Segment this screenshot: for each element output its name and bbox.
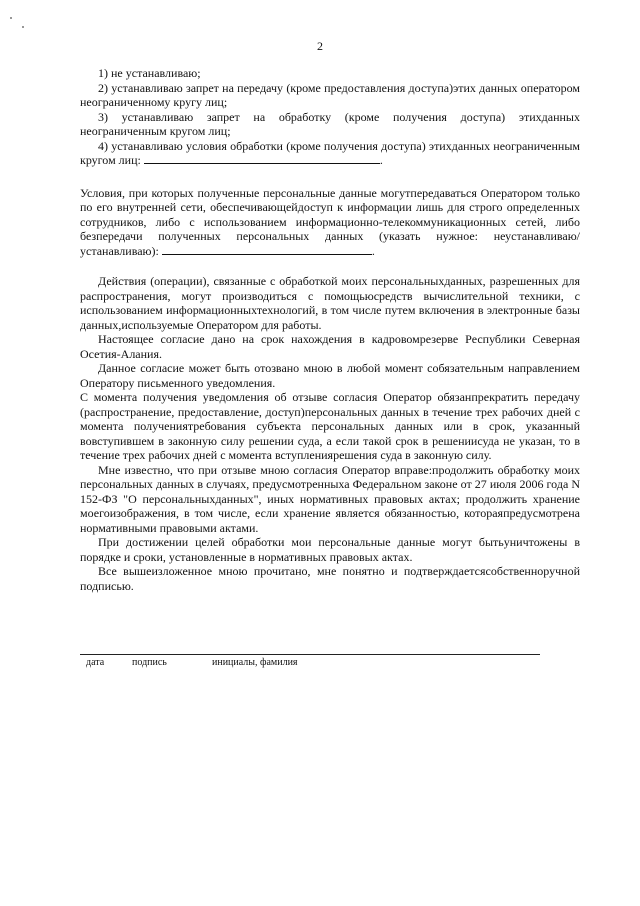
paragraph-operator-rights: Мне известно, что при отзыве мною согласия Оператор вправе:продолжить обработку моих персональных данных в случаях, предусмотренныха Федеральном законе от 27 июля 2006 года N 152-ФЗ "О персональныхданных", иных нормативных правовых актах; продолжить хранение моегоизображения, в том числе, если хранение является обязанностью, котораяпредусмотрена нормативными правовыми актами. (80, 462, 580, 535)
label-signature: подпись (132, 657, 167, 668)
fill-in-line (162, 244, 372, 255)
paragraph-term: Настоящее согласие дано на срок нахождения в кадровомрезерве Республики Северная Осетия-Алания. (80, 332, 580, 361)
list-item-4-text: 4) устанавливаю условия обработки (кроме получения доступа) этихданных неограниченным кругом лиц: (80, 138, 580, 167)
paragraph-actions: Действия (операции), связанные с обработкой моих персональныхданных, разрешенных для распространения, могут производиться с помощьюсредств вычислительной техники, с использованием информационныхтехнологий, в том числе путем включения в электронные базы данных,используемые Оператором для работы. (80, 274, 580, 332)
conditions-text: Условия, при которых полученные персональные данные могутпередаваться Оператором только по его внутренней сети, обеспечивающейдоступ к информации лишь для строго определенных сотрудников, либо с использованием информационно-телекоммуникационных сетей, либо безпередачи полученных персональных данных (указать нужное: неустанавливаю/устанавливаю): (80, 185, 580, 258)
scan-speck (10, 17, 12, 19)
signature-line (80, 654, 540, 655)
paragraph-confirmation: Все вышеизложенное мною прочитано, мне понятно и подтверждаетсясобственноручной подписью. (80, 564, 580, 593)
conditions-paragraph: Условия, при которых полученные персональные данные могутпередаваться Оператором только по его внутренней сети, обеспечивающейдоступ к информации лишь для строго определенных сотрудников, либо с использованием информационно-телекоммуникационных сетей, либо безпередачи полученных персональных данных (указать нужное: неустанавливаю/устанавливаю): . (80, 185, 580, 258)
paragraph-termination: С момента получения уведомления об отзыве согласия Оператор обязанпрекратить передачу (распространение, предоставление, доступ)персональных данных в течение трех рабочих дней с момента получениятребования субъекта персональных данных или в срок, указанный вовступившем в законную силу решении суда, а если такой срок в решениисуда не указан, то в течение трех рабочих дней с момента вступлениярешения суда в законную силу. (80, 390, 580, 462)
document-body (80, 66, 580, 593)
list-item-2: 2) устанавливаю запрет на передачу (кроме предоставления доступа)этих данных оператором неограниченному кругу лиц; (80, 80, 580, 109)
label-initials-surname: инициалы, фамилия (212, 657, 298, 668)
list-item-1: 1) не устанавливаю; (98, 66, 201, 80)
list-item-4: 4) устанавливаю условия обработки (кроме получения доступа) этихданных неограниченным кругом лиц: . (80, 138, 580, 167)
paragraph-revocation: Данное согласие может быть отозвано мною в любой момент собязательным направлением Оператору письменного уведомления. (80, 361, 580, 390)
fill-in-line (144, 153, 380, 164)
page-number: 2 (317, 39, 323, 53)
label-date: дата (86, 657, 105, 668)
list-item-3: 3) устанавливаю запрет на обработку (кроме получения доступа) этихданных неограниченным кругом лиц; (80, 109, 580, 138)
paragraph-destruction: При достижении целей обработки мои персональные данные могут бытьуничтожены в порядке и сроки, установленные в нормативных правовых актах. (80, 535, 580, 564)
scan-speck (22, 26, 24, 28)
